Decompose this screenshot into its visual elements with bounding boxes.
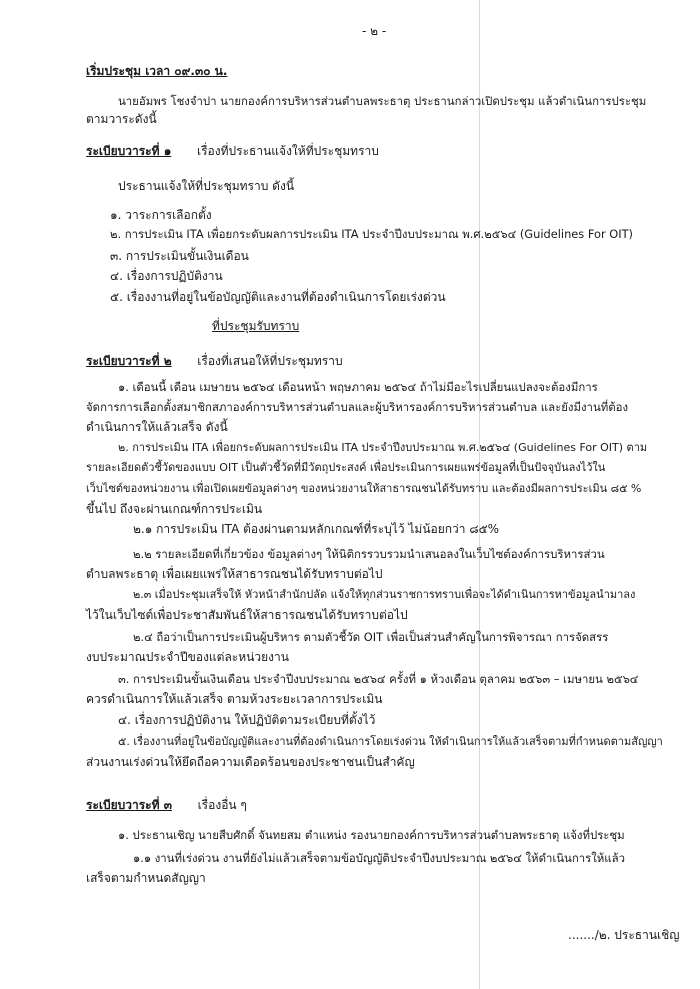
- agenda-3-title: เรื่องอื่น ๆ: [197, 798, 247, 812]
- agenda-2-line: ไว้ในเว็บไซต์เพื่อประชาสัมพันธ์ให้สาธารณชนได้รับทราบต่อไป: [86, 608, 408, 622]
- agenda-2-line: งบประมาณประจำปีของแต่ละหน่วยงาน: [86, 650, 289, 664]
- agenda-3-heading: [86, 796, 247, 814]
- agenda-2-line: ควรดำเนินการให้แล้วเสร็จ ตามห้วงระยะเวลาการประเมิน: [86, 692, 383, 706]
- agenda-2-label: ระเบียบวาระที่ ๒: [86, 354, 172, 368]
- agenda-2-line: ๒.๑ การประเมิน ITA ต้องผ่านตามหลักเกณฑ์ที่ระบุไว้ ไม่น้อยกว่า ๘๕%: [133, 522, 500, 536]
- agenda-1-item: ๓. การประเมินขั้นเงินเดือน: [110, 249, 249, 263]
- agenda-1-item: ๒. การประเมิน ITA เพื่อยกระดับผลการประเมิน ITA ประจำปีงบประมาณ พ.ศ.๒๕๖๔ (Guidelines For OIT): [110, 227, 633, 241]
- continuation-note: ......./๒. ประธานเชิญ: [568, 928, 680, 942]
- agenda-2-line: รายละเอียดตัวชี้วัดของแบบ OIT เป็นตัวชี้วัดที่มีวัตถุประสงค์ เพื่อประเมินการเผยแพร่ข้อมูลที่เป็นปัจจุบันลงไว้ใน: [86, 461, 606, 474]
- agenda-1-resolution: ที่ประชุมรับทราบ: [212, 319, 300, 333]
- agenda-2-line: ๒.๔ ถือว่าเป็นการประเมินผู้บริหาร ตามตัวชี้วัด OIT เพื่อเป็นส่วนสำคัญในการพิจารณา การจัดสรร: [133, 630, 609, 644]
- opening-title: เริ่มประชุม เวลา ๐๙.๓๐ น.: [86, 64, 228, 78]
- agenda-3-line: เสร็จตามกำหนดสัญญา: [86, 871, 206, 885]
- agenda-2-line: ๒. การประเมิน ITA เพื่อยกระดับผลการประเมิน ITA ประจำปีงบประมาณ พ.ศ.๒๕๖๔ (Guidelines For OIT) ตาม: [118, 441, 648, 454]
- agenda-1-item: ๔. เรื่องการปฏิบัติงาน: [110, 269, 223, 283]
- agenda-2-heading: [86, 352, 343, 370]
- agenda-1-label: ระเบียบวาระที่ ๑: [86, 144, 172, 158]
- agenda-3-line: ๑.๑ งานที่เร่งด่วน งานที่ยังไม่แล้วเสร็จตามข้อบัญญัติประจำปีงบประมาณ ๒๕๖๔ ให้ดำเนินการให้แล้ว: [133, 851, 626, 865]
- agenda-3-label: ระเบียบวาระที่ ๓: [86, 798, 172, 812]
- agenda-2-line: ส่วนงานเร่งด่วนให้ยึดถือความเดือดร้อนของประชาชนเป็นสำคัญ: [86, 755, 415, 769]
- opening-line-1: นายอัมพร โชงจำปา นายกองค์การบริหารส่วนตำบลพระธาตุ ประธานกล่าวเปิดประชุม แล้วดำเนินการประชุม: [118, 94, 647, 108]
- agenda-2-line: ๓. การประเมินขั้นเงินเดือน ประจำปีงบประมาณ ๒๕๖๔ ครั้งที่ ๑ ห้วงเดือน ตุลาคม ๒๕๖๓ – เมษายน ๒๕๖๔: [118, 672, 639, 686]
- agenda-2-line: ๕. เรื่องงานที่อยู่ในข้อบัญญัติและงานที่ต้องดำเนินการโดยเร่งด่วน ให้ดำเนินการให้แล้วเสร็จตามที่กำหนดตามสัญญา: [118, 735, 663, 748]
- agenda-1-heading: [86, 142, 379, 160]
- agenda-2-line: ดำเนินการให้แล้วเสร็จ ดังนี้: [86, 420, 228, 434]
- agenda-2-line: จัดการการเลือกตั้งสมาชิกสภาองค์การบริหารส่วนตำบลและผู้บริหารองค์การบริหารส่วนตำบล และยังมีงานที่ต้อง: [86, 400, 629, 414]
- agenda-2-line: ตำบลพระธาตุ เพื่อเผยแพร่ให้สาธารณชนได้รับทราบต่อไป: [86, 567, 383, 581]
- page-number: - ๒ -: [362, 24, 387, 38]
- agenda-1-item: ๕. เรื่องงานที่อยู่ในข้อบัญญัติและงานที่ต้องดำเนินการโดยเร่งด่วน: [110, 290, 446, 304]
- agenda-1-item: ๑. วาระการเลือกตั้ง: [110, 208, 212, 222]
- agenda-2-line: ๒.๓ เมื่อประชุมเสร็จให้ หัวหน้าสำนักปลัด แจ้งให้ทุกส่วนราชการทราบเพื่อจะได้ดำเนินการหาข้อมูลนำมาลง: [133, 588, 636, 601]
- agenda-2-line: ๒.๒ รายละเอียดที่เกี่ยวข้อง ข้อมูลต่างๆ ให้นิติกรรวบรวมนำเสนอลงในเว็บไซต์องค์การบริหารส่วน: [133, 547, 605, 561]
- agenda-2-line: เว็บไซต์ของหน่วยงาน เพื่อเปิดเผยข้อมูลต่างๆ ของหน่วยงานให้สาธารณชนได้รับทราบ และต้องมีผลการประเมิน ๘๕ %: [86, 482, 642, 495]
- agenda-2-line: ขึ้นไป ถึงจะผ่านเกณฑ์การประเมิน: [86, 502, 263, 516]
- opening-line-2: ตามวาระดังนี้: [86, 112, 157, 126]
- agenda-1-title: เรื่องที่ประธานแจ้งให้ที่ประชุมทราบ: [197, 144, 379, 158]
- agenda-1-intro: ประธานแจ้งให้ที่ประชุมทราบ ดังนี้: [118, 179, 295, 193]
- agenda-2-title: เรื่องที่เสนอให้ที่ประชุมทราบ: [197, 354, 343, 368]
- agenda-2-line: ๑. เดือนนี้ เดือน เมษายน ๒๕๖๔ เดือนหน้า พฤษภาคม ๒๕๖๔ ถ้าไม่มีอะไรเปลี่ยนแปลงจะต้องมีการ: [118, 380, 598, 394]
- agenda-2-line: ๔. เรื่องการปฏิบัติงาน ให้ปฏิบัติตามระเบียบที่ตั้งไว้: [118, 713, 376, 727]
- agenda-3-line: ๑. ประธานเชิญ นายสืบศักดิ์ จันทยสม ตำแหน่ง รองนายกองค์การบริหารส่วนตำบลพระธาตุ แจ้งที่ประชุม: [118, 828, 625, 842]
